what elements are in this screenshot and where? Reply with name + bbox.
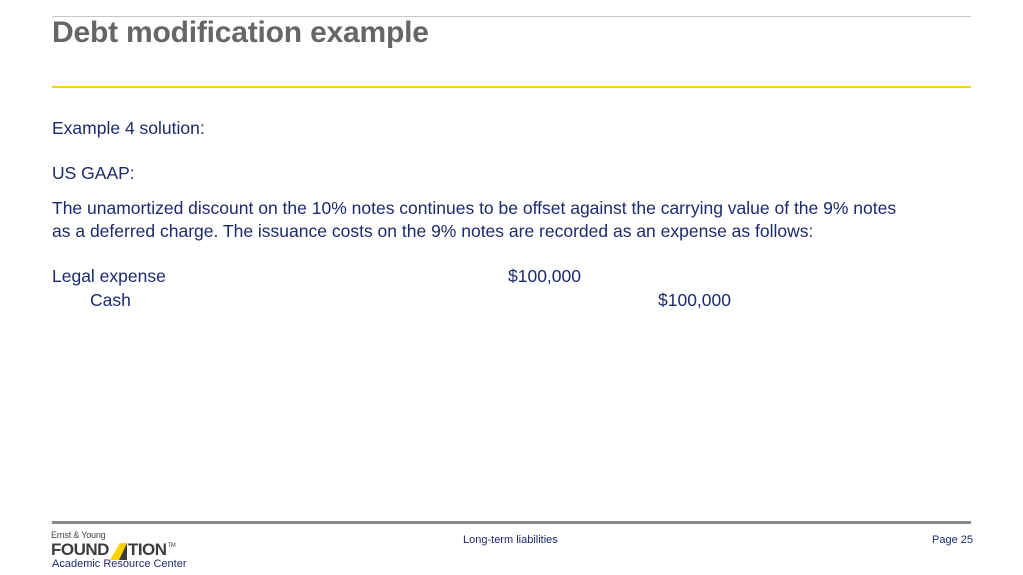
paragraph-line: The unamortized discount on the 10% notes continues to be offset against the carrying value of the 9% notes (52, 198, 897, 218)
logo-word-right: TION (127, 540, 167, 559)
credit-account: Cash (90, 290, 131, 310)
explanation-paragraph (52, 197, 982, 243)
debit-amount: $100,000 (508, 266, 581, 286)
title-underline (52, 86, 971, 88)
example-heading: Example 4 solution: (52, 118, 205, 138)
footer-divider (52, 521, 971, 524)
footer-topic: Long-term liabilities (463, 534, 558, 546)
logo-trademark: TM (167, 543, 176, 549)
debit-account: Legal expense (52, 266, 166, 286)
page-number: Page 25 (932, 534, 973, 546)
slide-title: Debt modification example (52, 16, 429, 49)
logo-word-left: FOUND (51, 540, 109, 559)
logo-wordmark (51, 540, 175, 560)
section-heading: US GAAP: (52, 163, 135, 183)
logo-top-text: Ernst & Young (51, 530, 106, 540)
paragraph-line: as a deferred charge. The issuance costs on the 9% notes are recorded as an expense as follows: (52, 221, 814, 241)
logo-bottom-text: Academic Resource Center (52, 558, 187, 570)
credit-amount: $100,000 (658, 290, 731, 310)
ey-foundation-logo (51, 530, 211, 572)
